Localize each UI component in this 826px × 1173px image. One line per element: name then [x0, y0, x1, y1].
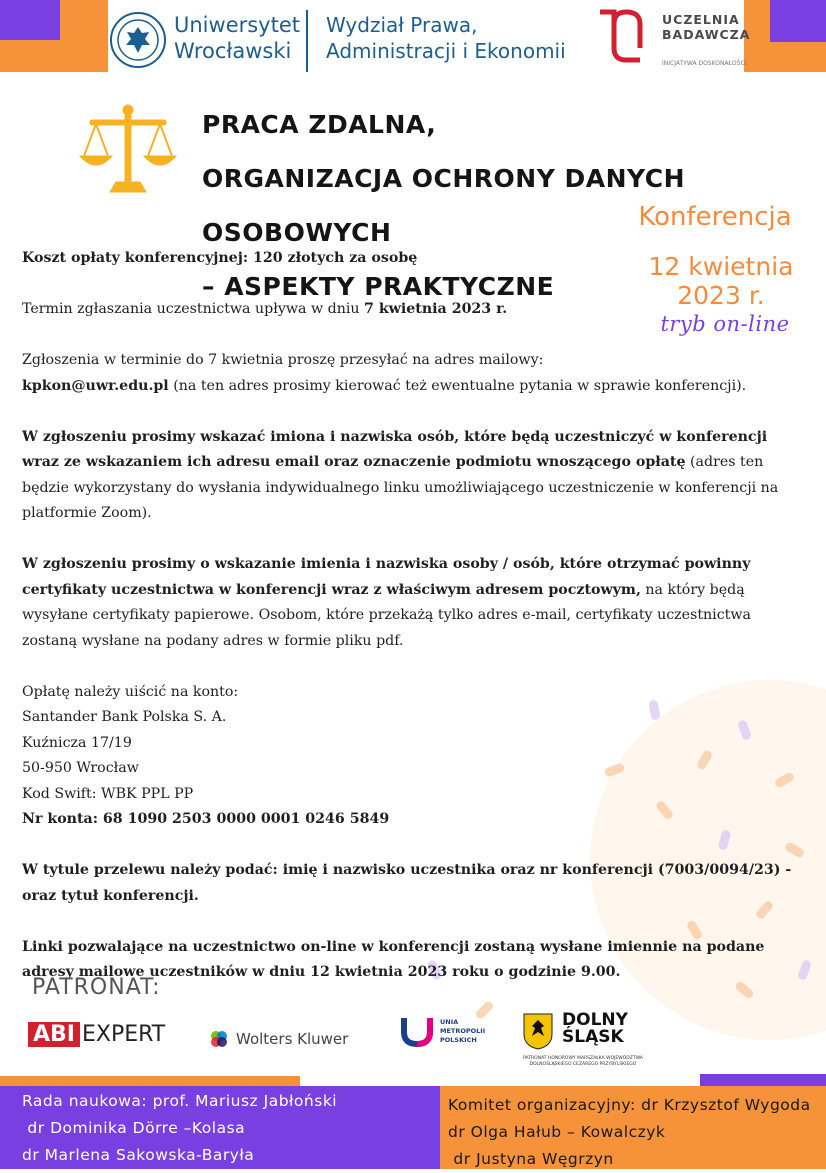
uczelnia-badawcza-logo-icon [594, 8, 646, 64]
transfer-title-bold: W tytule przelewu należy podać: imię i nazwisko uczestnika oraz nr konferencji (7003/0094/23) - oraz tytuł konferencji. [22, 862, 792, 904]
wolters-kluwer-icon [208, 1028, 230, 1050]
title-line2: ORGANIZACJA OCHRONY DANYCH OSOBOWYCH [202, 164, 686, 247]
payment-intro: Opłatę należy uiścić na konto: [22, 683, 239, 700]
committee-line2: dr Olga Hałub – Kowalczyk [448, 1123, 666, 1141]
account-number-bold: Nr konta: 68 1090 2503 0000 0001 0246 5849 [22, 811, 390, 827]
organizing-committee [448, 1092, 811, 1173]
ump-line3: POLSKICH [440, 1035, 477, 1044]
unia-metropolii-logo [400, 1014, 485, 1048]
council-line2: dr Dominika Dörre –Kolasa [22, 1119, 246, 1137]
faculty-name-line1: Wydział Prawa, [326, 13, 478, 37]
council-line3: dr Marlena Sakowska-Baryła [22, 1146, 255, 1164]
requirement-2-rest: na który będą wysyłane certyfikaty papierowe. Osobom, które przekażą tylko adres e-mail, certyfikaty uczestnictwa zostaną wysłane na podany adres w formie pliku pdf. [22, 581, 751, 649]
conference-date: 12 kwietnia 2023 r. [648, 252, 794, 310]
abiexpert-logo [28, 1022, 165, 1047]
deadline-text [22, 297, 794, 323]
apply-text: Zgłoszenia w terminie do 7 kwietnia proszę przesyłać na adres mailowy: [22, 352, 544, 368]
email-link[interactable]: kpkon@uwr.edu.pl [22, 377, 169, 394]
scales-of-justice-icon [78, 100, 178, 200]
dolny-slask-subtitle: PATRONAT HONOROWY MARSZAŁKA WOJEWÓDZTWA DOLNOŚLĄSKIEGO CEZAREGO PRZYBYLSKIEGO [523, 1056, 643, 1067]
wolters-kluwer-text: Wolters Kluwer [236, 1030, 349, 1048]
unia-metropolii-text [440, 1018, 485, 1045]
ds-line1: DOLNY [562, 1010, 628, 1030]
unia-metropolii-icon [400, 1014, 434, 1048]
ump-line1: UNIA [440, 1017, 459, 1026]
scientific-council [22, 1088, 337, 1169]
council-line1: Rada naukowa: prof. Mariusz Jabłoński [22, 1092, 338, 1110]
university-seal-icon [110, 12, 166, 68]
ub-line1: UCZELNIA [662, 12, 740, 27]
fee-bold: Koszt opłaty konferencyjnej: 120 złotych za osobę [22, 250, 418, 266]
email-note: (na ten adres prosimy kierować też ewentualne pytania w sprawie konferencji). [168, 377, 747, 394]
dolny-slask-text [562, 1012, 628, 1046]
requirement-1-rest: (adres ten będzie wykorzystany do wysłania indywidualnego linku umożliwiającego uczestniczenie w konferencji na platformie Zoom). [22, 454, 779, 521]
requirement-1-bold: W zgłoszeniu prosimy wskazać imiona i nazwiska osób, które będą uczestniczyć w konferencji wraz ze wskazaniem ich adresu email oraz oznaczenie podmiotu wnoszącego opłatę [22, 428, 768, 470]
deadline-pre: Termin zgłaszania uczestnictwa upływa w dniu [22, 301, 365, 317]
wolters-kluwer-logo [208, 1028, 348, 1050]
requirement-2-bold: W zgłoszeniu prosimy o wskazanie imienia i nazwiska osoby / osób, które otrzymać powinny certyfikaty uczestnictwa w konferencji wraz z właściwym adresem pocztowym, [22, 556, 751, 598]
bank-name: Santander Bank Polska S. A. [22, 709, 227, 725]
ump-line2: METROPOLII [440, 1026, 486, 1035]
bank-city: 50-950 Wrocław [22, 760, 139, 776]
bank-street: Kuźnicza 17/19 [22, 734, 132, 751]
university-name-line2: Wrocławski [174, 39, 292, 63]
requirement-1 [22, 425, 794, 527]
committee-line1: Komitet organizacyjny: dr Krzysztof Wygoda [448, 1096, 811, 1114]
top-left-purple-bar [0, 0, 60, 40]
uczelnia-badawcza-text [662, 12, 750, 42]
abi-rest: EXPERT [81, 1022, 166, 1047]
fee-text [22, 246, 794, 272]
email-paragraph [22, 374, 794, 400]
conference-mode: tryb on-line [660, 312, 790, 336]
deadline-date: 7 kwietnia 2023 r. [364, 301, 508, 317]
dolny-slask-crest-icon [522, 1012, 554, 1050]
faculty-name [326, 12, 566, 64]
ub-subtitle: INICJATYWA DOSKONAŁOŚCI [662, 60, 747, 67]
faculty-name-line2: Administracji i Ekonomii [326, 39, 566, 63]
bank-swift: Kod Swift: WBK PPL PP [22, 785, 194, 802]
committee-line3: dr Justyna Węgrzyn [448, 1150, 614, 1168]
title-line1: PRACA ZDALNA, [202, 110, 437, 139]
conference-label: Konferencja [638, 202, 792, 232]
account-number [22, 807, 794, 833]
top-right-purple-bar [770, 0, 826, 42]
requirement-2 [22, 552, 794, 654]
ub-line2: BADAWCZA [662, 27, 751, 42]
ds-line2: ŚLĄSK [562, 1027, 624, 1047]
dolny-slask-logo [522, 1012, 628, 1050]
links-info-bold: Linki pozwalające na uczestnictwo on-line w konferencji zostaną wysłane imiennie na podane adresy mailowe uczestników w dniu 12 kwietnia 2023 roku o godzinie 9.00. [22, 938, 765, 980]
university-name-line1: Uniwersytet [174, 13, 300, 37]
patronat-label: PATRONAT: [32, 975, 161, 1000]
transfer-title [22, 858, 794, 909]
abi-red: ABI [28, 1022, 80, 1047]
header-divider [306, 10, 308, 72]
university-name [174, 12, 300, 64]
body-text [22, 246, 794, 986]
title-line3: – ASPEKTY PRAKTYCZNE [202, 272, 555, 301]
